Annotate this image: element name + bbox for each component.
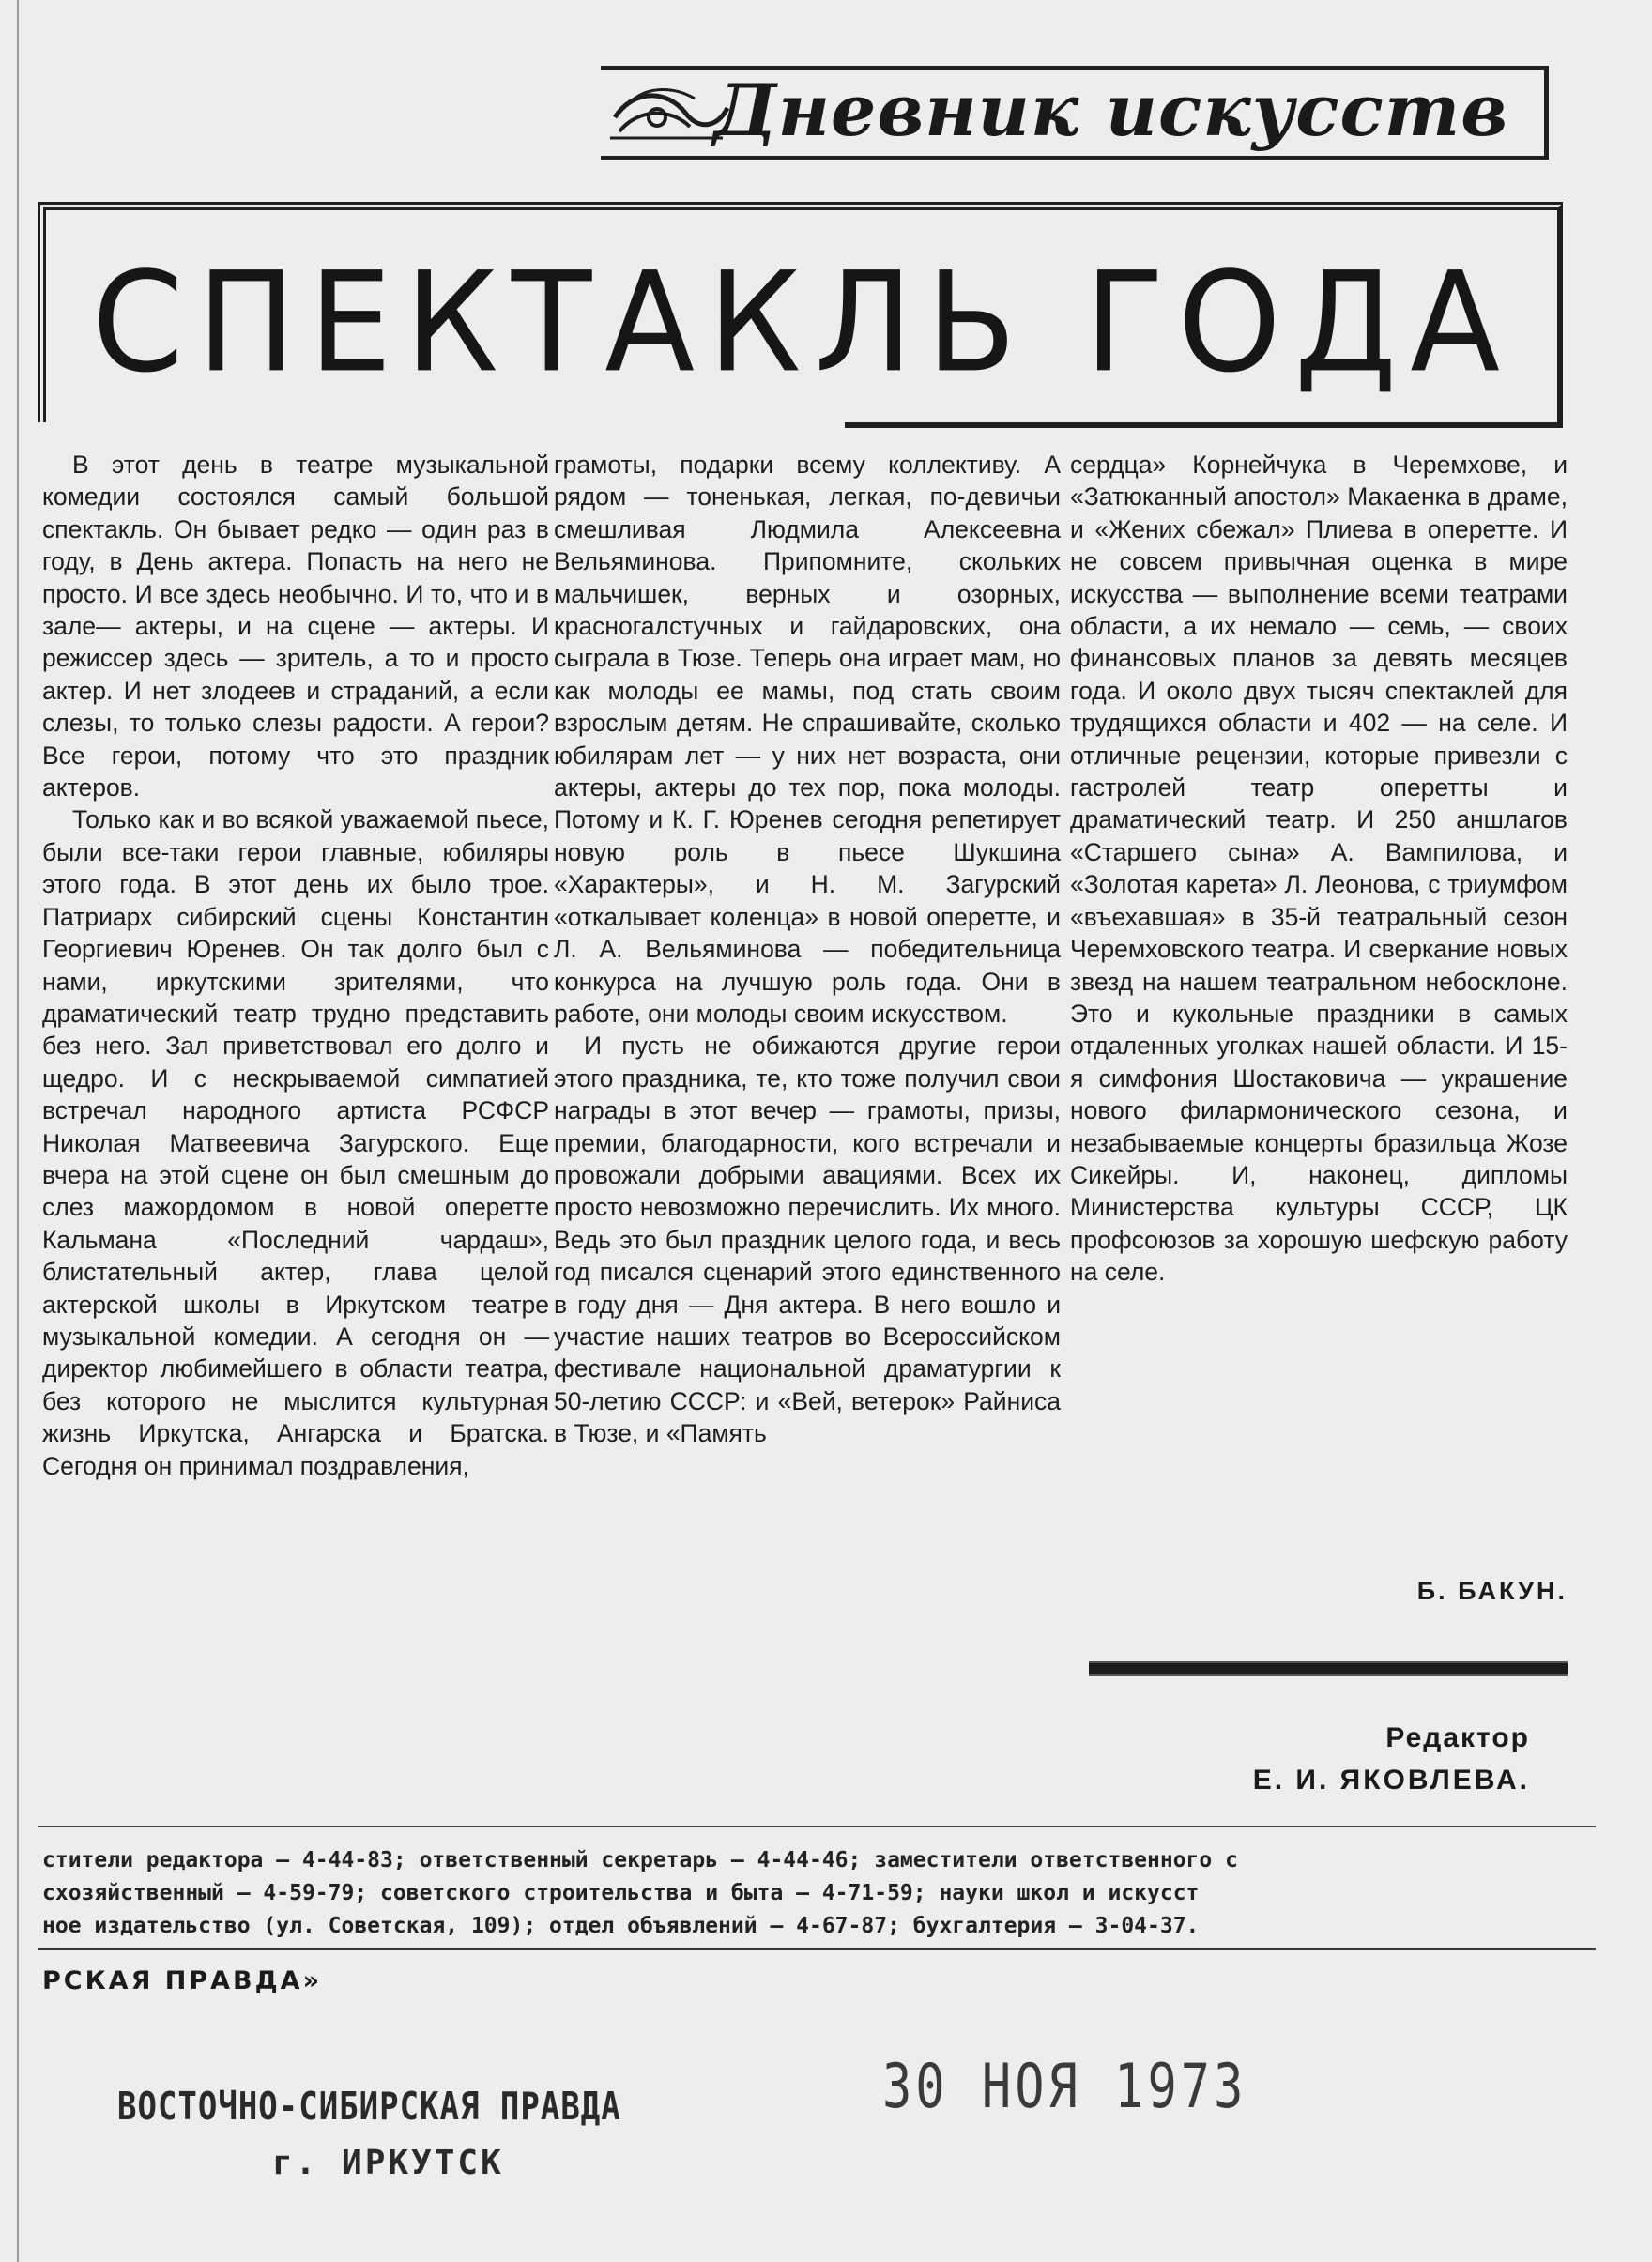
footer-rule (38, 1948, 1596, 1950)
stamp-city: г. ИРКУТСК (272, 2144, 504, 2182)
footer-contacts-line: схозяйственный — 4-59-79; советского строительства и быта — 4-71-59; науки школ и искусст (42, 1881, 1200, 1905)
date-stamp: 30 НОЯ 1973 (882, 2052, 1247, 2123)
newspaper-stamp (117, 2079, 690, 2210)
footer-contacts-line: ное издательство (ул. Советская, 109); отдел объявлений — 4-67-87; бухгалтерия — 3-04-37. (42, 1914, 1200, 1938)
separator-rule (1089, 1661, 1568, 1676)
paragraph: В этот день в театре музыкальной комедии состоялся самый большой спектакль. Он бывает редко — один раз в году, в День актера. Попасть на него не просто. И все здесь необычно. И то, что и в зале— актеры, и на сцене — актеры. И режиссер здесь — зритель, а то и просто актер. И нет злодеев и страданий, а если слезы, то только слезы радости. А герои? Все герои, потому что это праздник актеров. (42, 451, 549, 802)
article-column-1 (42, 449, 549, 1482)
title-frame-bottom (845, 413, 1563, 428)
paragraph: грамоты, подарки всему коллективу. А рядом — тоненькая, легкая, по-девичьи смешливая Людмила Алексеевна Вельяминова. Припомните, скольких мальчишек, верных и озорных, красногалстучных и гайдаровских, она сыграла в Тюзе. Теперь она играет мам, но как молоды ее мамы, под стать своим взрослым детям. Не спрашивайте, сколько юбилярам лет — у них нет возраста, они актеры, актеры до тех пор, пока молоды. Потому и К. Г. Юренев сегодня репетирует новую роль в пьесе Шукшина «Характеры», и Н. М. Загурский «откалывает коленца» в новой оперетте, и Л. А. Вельяминова — победительница конкурса на лучшую роль года. Они в работе, они молоды своим искусством. (554, 451, 1061, 1028)
page-edge (17, 0, 19, 2262)
footer-contacts-line: стители редактора — 4-44-83; ответственный секретарь — 4-44-46; заместители ответственного с (42, 1848, 1238, 1872)
masthead-fragment: РСКАЯ ПРАВДА» (42, 1966, 323, 1995)
editor-name: Е. И. ЯКОВЛЕВА. (1252, 1765, 1530, 1796)
editor-label: Редактор (1385, 1722, 1530, 1753)
rubric-title: Дневник искусств (713, 69, 1509, 152)
headline: СПЕКТАКЛЬ ГОДА (91, 242, 1514, 405)
footer-rule (38, 1826, 1596, 1827)
stamp-paper-name: ВОСТОЧНО-СИБИРСКАЯ ПРАВДА (117, 2085, 621, 2130)
article-column-2 (554, 449, 1061, 1450)
paragraph: И пусть не обижаются другие герои этого праздника, те, кто тоже получил свои награды в этот вечер — грамоты, призы, премии, благодарности, кого встречали и провожали добрыми авациями. Всех их просто невозможно перечислить. Их много. Ведь это был праздник целого года, и весь год писался сценарий этого единственного в году дня — Дня актера. В него вошло и участие наших театров во Всероссийском фестивале национальной драматургии к 50-летию СССР: и «Вей, ветерок» Райниса в Тюзе, и «Память (554, 1032, 1061, 1448)
article-column-3 (1070, 449, 1568, 1289)
paragraph: сердца» Корнейчука в Черемхове, и «Затюканный апостол» Макаенка в драме, и «Жених сбежал» Плиева в оперетте. И не совсем привычная оценка в мире искусства — выполнение всеми театрами области, а их немало — семь, — своих финансовых планов за девять месяцев года. И около двух тысяч спектаклей для трудящихся области и 402 — на селе. И отличные рецензии, которые привезли с гастролей театр оперетты и драматический театр. И 250 аншлагов «Старшего сына» А. Вампилова, и «Золотая карета» Л. Леонова, с триумфом «въехавшая» в 35-й театральный сезон Черемховского театра. И сверкание новых звезд на нашем театральном небосклоне. Это и кукольные праздники в самых отдаленных уголках нашей области. И 15-я симфония Шостаковича — украшение нового филармонического сезона, и незабываемые концерты бразильца Жозе Сикейры. И, наконец, дипломы Министерства культуры СССР, ЦК профсоюзов за хорошую шефскую работу на селе. (1070, 451, 1568, 1287)
paragraph: Только как и во всякой уважаемой пьесе, были все-таки герои главные, юбиляры этого года. В этот день их было трое. Патриарх сибирский сцены Константин Георгиевич Юренев. Он так долго был с нами, иркутскими зрителями, что драматический театр трудно представить без него. Зал приветствовал его долго и щедро. И с нескрываемой симпатией встречал народного артиста РСФСР Николая Матвеевича Загурского. Еще вчера на этой сцене он был смешным до слез мажордомом в новой оперетте Кальмана «Последний чардаш», блистательный актер, глава целой актерской школы в Иркутском театре музыкальной комедии. А сегодня он — директор любимейшего в области театра, без которого не мыслится культурная жизнь Иркутска, Ангарска и Братска. Сегодня он принимал поздравления, (42, 805, 549, 1480)
author-signature: Б. БАКУН. (1416, 1577, 1568, 1605)
